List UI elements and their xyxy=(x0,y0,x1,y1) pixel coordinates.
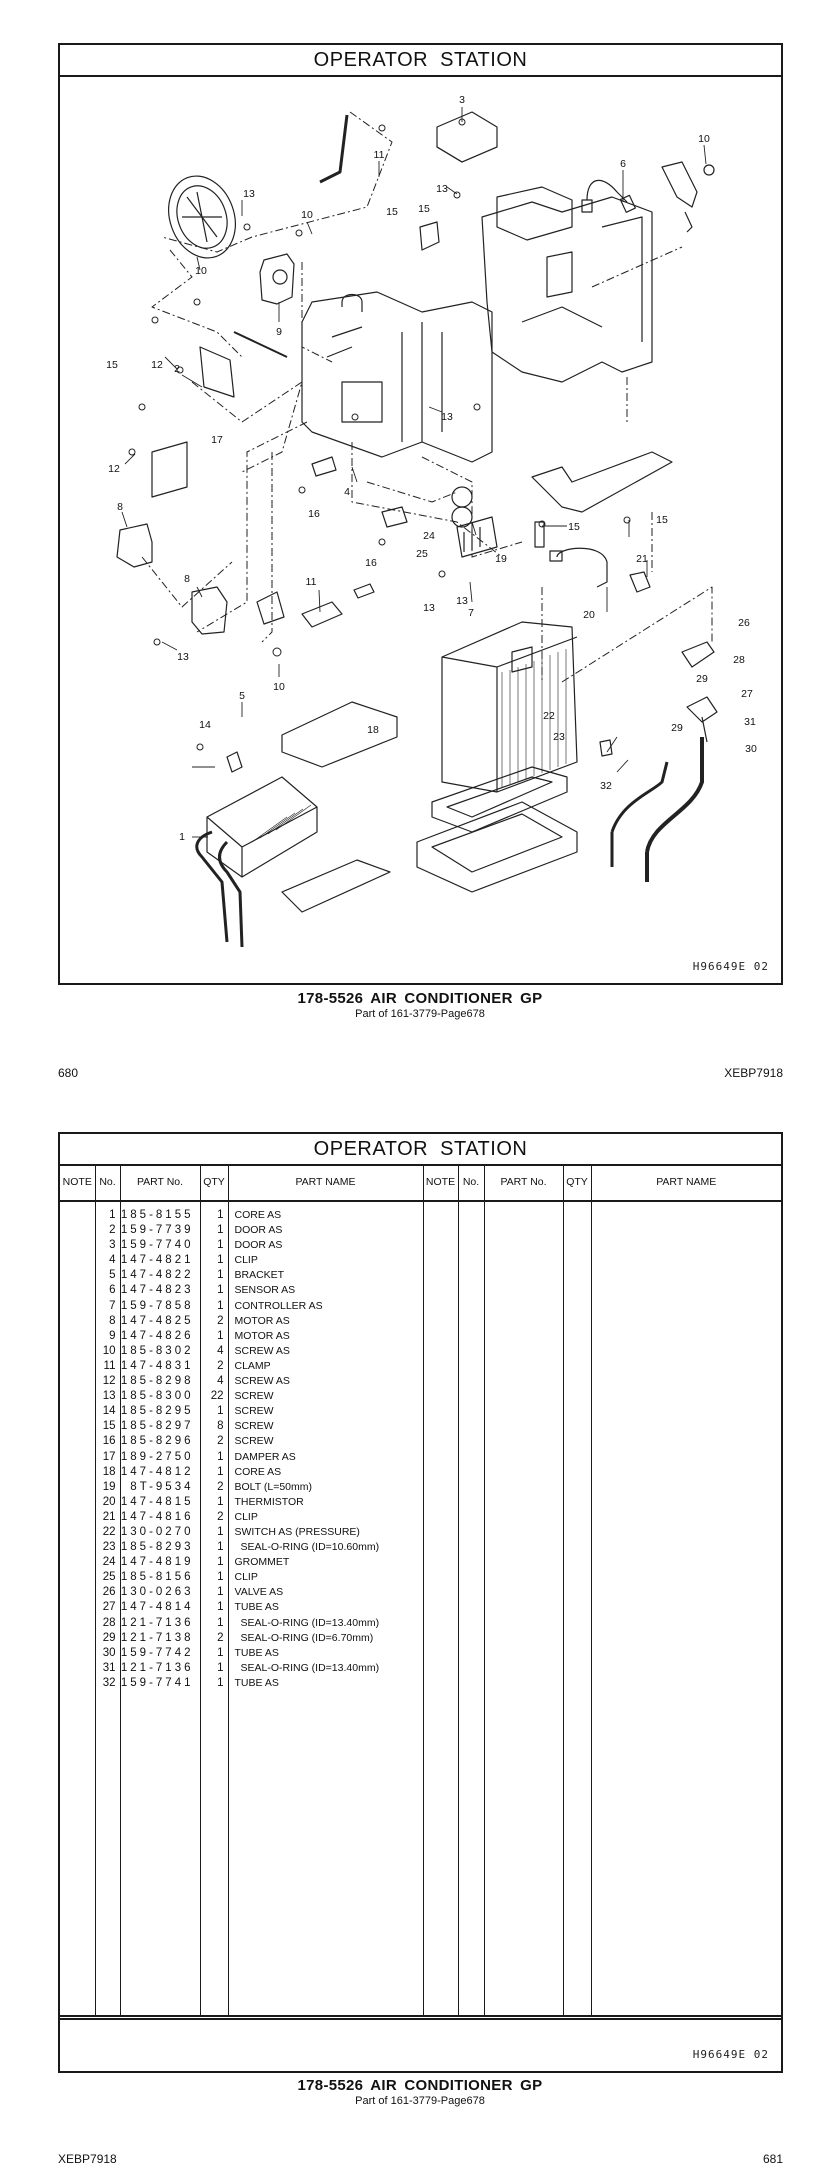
part-quantity: 1 xyxy=(217,1646,224,1659)
part-number: 130-0270 xyxy=(120,1525,194,1538)
part-quantity: 1 xyxy=(217,1601,224,1614)
part-item-number: 9 xyxy=(109,1329,116,1342)
part-number: 185-8297 xyxy=(120,1420,194,1433)
part-number: 159-7740 xyxy=(120,1239,194,1252)
callout: 1 xyxy=(179,831,185,843)
part-number: 147-4822 xyxy=(120,1269,194,1282)
callout: 12 xyxy=(108,463,120,475)
col-partno-right xyxy=(484,1201,563,2016)
part-number: 185-8155 xyxy=(120,1209,194,1221)
part-item-number: 16 xyxy=(102,1435,116,1448)
callout: 8 xyxy=(184,573,190,585)
callout: 12 xyxy=(151,359,163,371)
part-number: 147-4812 xyxy=(120,1465,194,1478)
part-item-number: 11 xyxy=(103,1359,116,1372)
caption-main: 178-5526 AIR CONDITIONER GP xyxy=(297,2077,543,2094)
part-item-number: 15 xyxy=(102,1420,116,1433)
part-name: SCREW AS xyxy=(234,1375,290,1388)
part-item-number: 8 xyxy=(109,1314,116,1327)
callout: 23 xyxy=(553,731,565,743)
callout: 10 xyxy=(273,681,285,693)
part-name: SCREW xyxy=(234,1390,274,1403)
doc-code-left: XEBP7918 xyxy=(58,2152,117,2166)
callout: 13 xyxy=(441,411,453,423)
callout: 29 xyxy=(671,722,683,734)
part-item-number: 28 xyxy=(102,1616,116,1629)
part-item-number: 25 xyxy=(102,1571,116,1584)
part-quantity: 22 xyxy=(210,1390,224,1403)
callout: 7 xyxy=(468,607,474,619)
part-quantity: 1 xyxy=(217,1556,224,1569)
col-qty-left xyxy=(200,1201,228,2016)
part-quantity: 1 xyxy=(217,1616,224,1629)
callout: 13 xyxy=(436,183,448,195)
part-number: 185-8296 xyxy=(120,1435,194,1448)
col-note-right xyxy=(423,1201,458,2016)
part-quantity: 1 xyxy=(217,1586,224,1599)
part-name: MOTOR AS xyxy=(234,1329,290,1342)
part-item-number: 22 xyxy=(102,1525,116,1538)
part-item-number: 13 xyxy=(102,1390,116,1403)
callout: 30 xyxy=(745,743,757,755)
diagram-frame xyxy=(58,43,783,985)
part-quantity: 1 xyxy=(217,1571,224,1584)
part-name: SEAL-O-RING (ID=10.60mm) xyxy=(240,1541,380,1554)
part-quantity: 1 xyxy=(217,1676,224,1689)
parts-table xyxy=(60,1164,781,2017)
table-header-row xyxy=(60,1164,781,1201)
part-quantity: 1 xyxy=(217,1284,224,1297)
part-number: 185-8298 xyxy=(120,1375,194,1388)
part-item-number: 5 xyxy=(109,1269,116,1282)
exploded-parts-diagram xyxy=(60,75,781,983)
callout: 13 xyxy=(177,651,189,663)
callout: 4 xyxy=(344,486,350,498)
callout: 21 xyxy=(636,553,648,565)
callout: 3 xyxy=(459,94,465,106)
part-number: 159-7741 xyxy=(120,1676,194,1689)
col-no-left xyxy=(95,1201,120,2016)
part-number: 159-7742 xyxy=(120,1646,194,1659)
part-quantity: 1 xyxy=(217,1209,224,1221)
part-item-number: 24 xyxy=(102,1556,116,1569)
part-quantity: 2 xyxy=(217,1314,224,1327)
part-item-number: 7 xyxy=(109,1299,116,1312)
col-header: NOTE xyxy=(423,1164,458,1201)
callout: 32 xyxy=(600,780,612,792)
callout: 19 xyxy=(495,553,507,565)
part-item-number: 17 xyxy=(102,1450,116,1463)
part-name: CLIP xyxy=(234,1571,258,1584)
part-number: 130-0263 xyxy=(120,1586,194,1599)
part-quantity: 2 xyxy=(217,1480,224,1493)
col-partno-left xyxy=(120,1201,200,2016)
diagram-caption xyxy=(0,990,840,1020)
callout: 15 xyxy=(568,521,580,533)
callout: 11 xyxy=(305,576,317,588)
callout: 15 xyxy=(386,206,398,218)
part-number: 147-4816 xyxy=(120,1510,194,1523)
part-item-number: 3 xyxy=(109,1239,116,1252)
callout: 22 xyxy=(543,710,555,722)
callout: 8 xyxy=(117,501,123,513)
part-quantity: 1 xyxy=(217,1299,224,1312)
part-number: 121-7138 xyxy=(120,1631,194,1644)
callout: 20 xyxy=(583,609,595,621)
callout: 13 xyxy=(423,602,435,614)
drawing-id: H96649E 02 xyxy=(692,2048,769,2061)
part-quantity: 1 xyxy=(217,1661,224,1674)
col-header: QTY xyxy=(563,1164,591,1201)
part-name: DOOR AS xyxy=(234,1239,283,1252)
part-number: 185-8302 xyxy=(120,1344,194,1357)
callout: 15 xyxy=(656,514,668,526)
callout: 14 xyxy=(199,719,211,731)
part-name: VALVE AS xyxy=(234,1586,284,1599)
part-item-number: 26 xyxy=(102,1586,116,1599)
callout: 15 xyxy=(106,359,118,371)
page-number-right: 681 xyxy=(762,2152,783,2166)
part-quantity: 2 xyxy=(217,1435,224,1448)
part-item-number: 12 xyxy=(102,1375,116,1388)
part-number: 121-7136 xyxy=(120,1616,194,1629)
callout: 31 xyxy=(744,716,756,728)
part-number: 189-2750 xyxy=(120,1450,194,1463)
part-item-number: 27 xyxy=(102,1601,116,1614)
part-name: TUBE AS xyxy=(234,1646,279,1659)
part-quantity: 1 xyxy=(217,1254,224,1267)
part-item-number: 31 xyxy=(102,1661,116,1674)
part-number: 147-4823 xyxy=(120,1284,194,1297)
callout: 5 xyxy=(239,690,245,702)
callout: 10 xyxy=(195,265,207,277)
callout: 29 xyxy=(696,673,708,685)
part-name: SCREW xyxy=(234,1435,274,1448)
callout: 2 xyxy=(174,363,180,375)
part-item-number: 20 xyxy=(102,1495,116,1508)
part-quantity: 4 xyxy=(217,1344,224,1357)
callout: 16 xyxy=(308,508,320,520)
col-header: PART NAME xyxy=(228,1164,423,1201)
doc-code-right: XEBP7918 xyxy=(724,1066,783,1080)
part-quantity: 1 xyxy=(217,1269,224,1282)
part-name: SEAL-O-RING (ID=6.70mm) xyxy=(240,1631,374,1644)
part-number: 147-4821 xyxy=(120,1254,194,1267)
callout: 27 xyxy=(741,688,753,700)
part-name: TUBE AS xyxy=(234,1676,279,1689)
part-number: 147-4826 xyxy=(120,1329,194,1342)
part-name: DOOR AS xyxy=(234,1224,283,1237)
caption-main: 178-5526 AIR CONDITIONER GP xyxy=(297,990,543,1007)
part-quantity: 1 xyxy=(217,1541,224,1554)
part-item-number: 6 xyxy=(109,1284,116,1297)
part-number: 159-7858 xyxy=(120,1299,194,1312)
col-header: PART NAME xyxy=(591,1164,781,1201)
drawing-id: H96649E 02 xyxy=(692,960,769,973)
part-name: BRACKET xyxy=(234,1269,285,1282)
part-name: DAMPER AS xyxy=(234,1450,296,1463)
part-quantity: 4 xyxy=(217,1375,224,1388)
part-quantity: 1 xyxy=(217,1450,224,1463)
callout: 24 xyxy=(423,530,435,542)
part-name: CORE AS xyxy=(234,1465,282,1478)
part-quantity: 2 xyxy=(217,1631,224,1644)
col-name-right xyxy=(591,1201,781,2016)
part-name: CONTROLLER AS xyxy=(234,1299,323,1312)
part-item-number: 4 xyxy=(109,1254,116,1267)
part-name: SCREW xyxy=(234,1405,274,1418)
part-name: SEAL-O-RING (ID=13.40mm) xyxy=(240,1661,380,1674)
part-number: 147-4814 xyxy=(120,1601,194,1614)
part-name: CORE AS xyxy=(234,1209,282,1221)
part-quantity: 1 xyxy=(217,1465,224,1478)
callout: 10 xyxy=(698,133,710,145)
callout: 25 xyxy=(416,548,428,560)
callout: 13 xyxy=(456,595,468,607)
callout: 18 xyxy=(367,724,379,736)
part-name: SENSOR AS xyxy=(234,1284,296,1297)
part-item-number: 23 xyxy=(102,1541,116,1554)
part-quantity: 1 xyxy=(217,1405,224,1418)
parts-caption xyxy=(0,2077,840,2107)
part-number: 185-8293 xyxy=(120,1541,194,1554)
part-item-number: 30 xyxy=(102,1646,116,1659)
part-quantity: 1 xyxy=(217,1239,224,1252)
part-item-number: 32 xyxy=(102,1676,116,1689)
part-name: TUBE AS xyxy=(234,1601,279,1614)
callout: 6 xyxy=(620,158,626,170)
table-body-row xyxy=(60,1201,781,2016)
part-quantity: 2 xyxy=(217,1510,224,1523)
part-number: 147-4819 xyxy=(120,1556,194,1569)
part-number: 185-8156 xyxy=(120,1571,194,1584)
part-name: BOLT (L=50mm) xyxy=(234,1480,313,1493)
part-quantity: 1 xyxy=(217,1525,224,1538)
parts-list-frame xyxy=(58,1132,783,2073)
part-name: SCREW AS xyxy=(234,1344,290,1357)
col-header: QTY xyxy=(200,1164,228,1201)
part-item-number: 14 xyxy=(102,1405,116,1418)
col-qty-right xyxy=(563,1201,591,2016)
part-item-number: 1 xyxy=(109,1209,116,1221)
callout: 10 xyxy=(301,209,313,221)
part-number: 147-4831 xyxy=(120,1359,194,1372)
part-number: 8T-9534 xyxy=(130,1480,194,1493)
part-name: SCREW xyxy=(234,1420,274,1433)
part-number: 147-4815 xyxy=(120,1495,194,1508)
col-name-left xyxy=(228,1201,423,2016)
col-header: No. xyxy=(95,1164,120,1201)
callout: 13 xyxy=(243,188,255,200)
part-name: GROMMET xyxy=(234,1556,290,1569)
col-header: NOTE xyxy=(60,1164,95,1201)
callout: 11 xyxy=(373,149,385,161)
part-number: 185-8300 xyxy=(120,1390,194,1403)
part-quantity: 1 xyxy=(217,1495,224,1508)
callout: 17 xyxy=(211,434,223,446)
part-name: CLIP xyxy=(234,1254,258,1267)
part-item-number: 2 xyxy=(109,1224,116,1237)
callout: 9 xyxy=(276,326,282,338)
part-item-number: 18 xyxy=(102,1465,116,1478)
callout: 16 xyxy=(365,557,377,569)
part-quantity: 8 xyxy=(217,1420,224,1433)
callout: 28 xyxy=(733,654,745,666)
part-name: MOTOR AS xyxy=(234,1314,290,1327)
part-quantity: 1 xyxy=(217,1329,224,1342)
part-name: THERMISTOR xyxy=(234,1495,304,1508)
part-number: 147-4825 xyxy=(120,1314,194,1327)
caption-sub: Part of 161-3779-Page678 xyxy=(355,1008,485,1020)
caption-sub: Part of 161-3779-Page678 xyxy=(355,2095,485,2107)
col-header: PART No. xyxy=(120,1164,200,1201)
callout: 15 xyxy=(418,203,430,215)
col-note-left xyxy=(60,1201,95,2016)
part-name: CLIP xyxy=(234,1510,258,1523)
col-no-right xyxy=(458,1201,484,2016)
callout: 26 xyxy=(738,617,750,629)
part-quantity: 2 xyxy=(217,1359,224,1372)
part-name: SEAL-O-RING (ID=13.40mm) xyxy=(240,1616,380,1629)
part-item-number: 19 xyxy=(102,1480,116,1493)
table-footer-divider xyxy=(60,2018,781,2020)
page-number-left: 680 xyxy=(58,1066,79,1080)
part-number: 159-7739 xyxy=(120,1224,194,1237)
part-item-number: 10 xyxy=(102,1344,116,1357)
part-number: 121-7136 xyxy=(120,1661,194,1674)
part-item-number: 29 xyxy=(102,1631,116,1644)
col-header: PART No. xyxy=(484,1164,563,1201)
col-header: No. xyxy=(458,1164,484,1201)
part-name: SWITCH AS (PRESSURE) xyxy=(234,1525,360,1538)
parts-list-title: OPERATOR STATION xyxy=(60,1134,781,1166)
diagram-title: OPERATOR STATION xyxy=(60,45,781,77)
part-name: CLAMP xyxy=(234,1359,271,1372)
part-quantity: 1 xyxy=(217,1224,224,1237)
part-item-number: 21 xyxy=(102,1510,116,1523)
part-number: 185-8295 xyxy=(120,1405,194,1418)
